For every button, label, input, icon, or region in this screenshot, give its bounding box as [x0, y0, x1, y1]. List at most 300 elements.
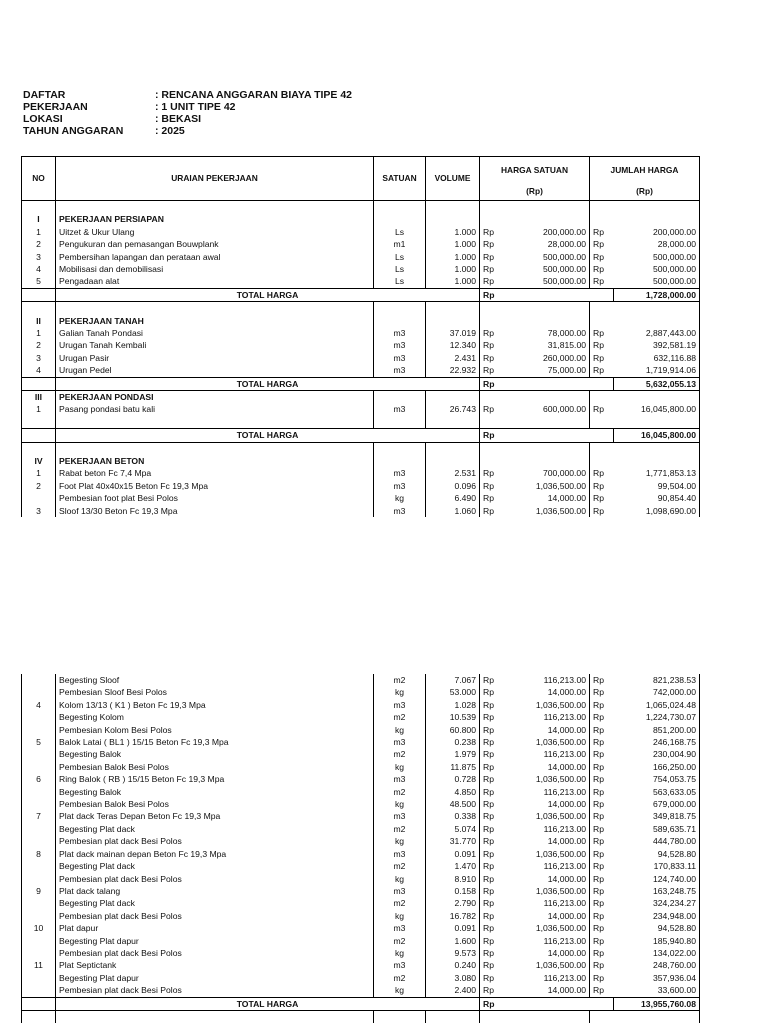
- header-key: TAHUN ANGGARAN: [23, 125, 124, 137]
- item-unit-price: 1,036,500.00: [504, 699, 590, 711]
- item-unit-price: 116,213.00: [504, 674, 590, 686]
- empty-cell: [480, 315, 504, 327]
- item-unit-price: 116,213.00: [504, 748, 590, 760]
- item-unit: kg: [374, 947, 426, 959]
- table-row: [22, 972, 700, 984]
- item-unit-price: 78,000.00: [504, 327, 590, 339]
- col-header-harga-satuan: HARGA SATUAN: [480, 157, 590, 183]
- currency-label: Rp: [480, 736, 504, 748]
- empty-cell: [614, 1010, 700, 1023]
- item-description: Pembesian plat dack Besi Polos: [56, 910, 374, 922]
- item-description: Urugan Tanah Kembali: [56, 339, 374, 351]
- currency-label: Rp: [480, 327, 504, 339]
- total-row: [22, 997, 700, 1010]
- item-description: Urugan Pedel: [56, 364, 374, 377]
- table-row: [22, 327, 700, 339]
- empty-cell: [22, 1010, 56, 1023]
- item-no: [22, 910, 56, 922]
- currency-label: Rp: [480, 947, 504, 959]
- empty-cell: [614, 213, 700, 225]
- currency-label: Rp: [590, 492, 614, 504]
- table-row: [22, 873, 700, 885]
- item-no: [22, 984, 56, 997]
- item-volume: 0.238: [426, 736, 480, 748]
- empty-cell: [480, 201, 504, 214]
- empty-cell: [504, 1010, 590, 1023]
- item-total-price: 679,000.00: [614, 798, 700, 810]
- currency-label: Rp: [590, 835, 614, 847]
- currency-label: Rp: [590, 686, 614, 698]
- empty-cell: [56, 442, 374, 455]
- item-total-price: 200,000.00: [614, 226, 700, 238]
- item-unit-price: 28,000.00: [504, 238, 590, 250]
- item-unit-price: 600,000.00: [504, 403, 590, 415]
- item-no: [22, 761, 56, 773]
- item-unit-price: 31,815.00: [504, 339, 590, 351]
- currency-label: Rp: [590, 674, 614, 686]
- empty-cell: [56, 302, 374, 315]
- item-unit-price: 1,036,500.00: [504, 773, 590, 785]
- item-volume: 53.000: [426, 686, 480, 698]
- currency-label: Rp: [480, 935, 504, 947]
- item-no: 3: [22, 352, 56, 364]
- item-total-price: 821,238.53: [614, 674, 700, 686]
- table-row: [22, 860, 700, 872]
- currency-label: Rp: [480, 505, 504, 517]
- rab-table-page-1: [21, 156, 700, 517]
- empty-cell: [374, 442, 426, 455]
- currency-label: Rp: [480, 810, 504, 822]
- currency-label: Rp: [590, 860, 614, 872]
- total-amount: 5,632,055.13: [614, 377, 700, 390]
- empty-cell: [374, 302, 426, 315]
- empty-cell: [22, 429, 56, 442]
- item-unit-price: 116,213.00: [504, 823, 590, 835]
- item-no: 8: [22, 848, 56, 860]
- item-description: Sloof 13/30 Beton Fc 19,3 Mpa: [56, 505, 374, 517]
- table-row: [22, 798, 700, 810]
- table-row: [22, 848, 700, 860]
- currency-label: Rp: [590, 786, 614, 798]
- item-no: 11: [22, 959, 56, 971]
- item-no: 3: [22, 505, 56, 517]
- currency-label: Rp: [590, 761, 614, 773]
- item-unit: kg: [374, 984, 426, 997]
- header-row: [23, 125, 352, 137]
- item-unit-price: 116,213.00: [504, 786, 590, 798]
- item-total-price: 94,528.80: [614, 922, 700, 934]
- item-no: [22, 972, 56, 984]
- item-no: [22, 786, 56, 798]
- total-amount: 1,728,000.00: [614, 288, 700, 301]
- item-total-price: 1,065,024.48: [614, 699, 700, 711]
- item-volume: 31.770: [426, 835, 480, 847]
- currency-label: Rp: [480, 885, 504, 897]
- item-description: Pengukuran dan pemasangan Bouwplank: [56, 238, 374, 250]
- item-total-price: 124,740.00: [614, 873, 700, 885]
- table-row: [22, 238, 700, 250]
- item-unit-price: 1,036,500.00: [504, 480, 590, 492]
- item-unit-price: 260,000.00: [504, 352, 590, 364]
- item-no: 4: [22, 364, 56, 377]
- item-unit: m2: [374, 935, 426, 947]
- empty-cell: [480, 302, 504, 315]
- item-total-price: 500,000.00: [614, 263, 700, 275]
- table-row: [22, 984, 700, 997]
- currency-label: Rp: [590, 480, 614, 492]
- item-description: Begesting Balok: [56, 786, 374, 798]
- currency-label: Rp: [480, 724, 504, 736]
- empty-cell: [22, 416, 56, 429]
- currency-label: Rp: [590, 984, 614, 997]
- currency-label: Rp: [590, 699, 614, 711]
- item-no: [22, 935, 56, 947]
- item-volume: 6.490: [426, 492, 480, 504]
- item-no: 5: [22, 736, 56, 748]
- item-volume: 1.000: [426, 226, 480, 238]
- empty-cell: [590, 315, 614, 327]
- empty-cell: [590, 201, 614, 214]
- item-unit-price: 1,036,500.00: [504, 736, 590, 748]
- currency-label: Rp: [480, 786, 504, 798]
- item-unit-price: 14,000.00: [504, 984, 590, 997]
- item-unit-price: 14,000.00: [504, 910, 590, 922]
- empty-cell: [426, 455, 480, 467]
- item-unit-price: 116,213.00: [504, 897, 590, 909]
- currency-label: Rp: [480, 959, 504, 971]
- section-row: [22, 455, 700, 467]
- item-description: Balok Latai ( BL1 ) 15/15 Beton Fc 19,3 Mpa: [56, 736, 374, 748]
- item-unit-price: 14,000.00: [504, 492, 590, 504]
- empty-cell: [614, 391, 700, 404]
- empty-cell: [504, 455, 590, 467]
- empty-cell: [374, 455, 426, 467]
- item-total-price: 185,940.80: [614, 935, 700, 947]
- item-total-price: 1,771,853.13: [614, 467, 700, 479]
- item-unit: kg: [374, 492, 426, 504]
- item-volume: 1.000: [426, 238, 480, 250]
- empty-cell: [22, 997, 56, 1010]
- item-unit: m2: [374, 897, 426, 909]
- item-unit-price: 14,000.00: [504, 835, 590, 847]
- section-no: III: [22, 391, 56, 404]
- item-total-price: 28,000.00: [614, 238, 700, 250]
- empty-cell: [22, 377, 56, 390]
- item-description: Begesting Plat dack: [56, 860, 374, 872]
- currency-label: Rp: [590, 823, 614, 835]
- table-row: [22, 736, 700, 748]
- item-unit: kg: [374, 835, 426, 847]
- item-unit-price: 1,036,500.00: [504, 505, 590, 517]
- item-volume: 2.531: [426, 467, 480, 479]
- item-unit: m3: [374, 505, 426, 517]
- empty-cell: [426, 302, 480, 315]
- currency-label: Rp: [590, 736, 614, 748]
- section-no: II: [22, 315, 56, 327]
- section-title: PEKERJAAN PONDASI: [56, 391, 374, 404]
- spacer-row: [22, 442, 700, 455]
- item-total-price: 500,000.00: [614, 275, 700, 288]
- item-unit-price: 1,036,500.00: [504, 959, 590, 971]
- item-total-price: 1,224,730.07: [614, 711, 700, 723]
- item-unit-price: 1,036,500.00: [504, 922, 590, 934]
- item-no: [22, 835, 56, 847]
- currency-label: Rp: [480, 467, 504, 479]
- item-total-price: 500,000.00: [614, 251, 700, 263]
- item-no: [22, 748, 56, 760]
- item-description: Urugan Pasir: [56, 352, 374, 364]
- item-unit-price: 116,213.00: [504, 711, 590, 723]
- item-description: Pembesian Balok Besi Polos: [56, 761, 374, 773]
- item-total-price: 444,780.00: [614, 835, 700, 847]
- item-unit: m3: [374, 403, 426, 415]
- item-volume: 2.400: [426, 984, 480, 997]
- table-row: [22, 810, 700, 822]
- table-row: [22, 674, 700, 686]
- item-unit: m3: [374, 364, 426, 377]
- item-unit: m3: [374, 959, 426, 971]
- item-volume: 1.028: [426, 699, 480, 711]
- item-unit: m2: [374, 711, 426, 723]
- item-unit-price: 116,213.00: [504, 935, 590, 947]
- item-volume: 0.728: [426, 773, 480, 785]
- item-unit-price: 500,000.00: [504, 263, 590, 275]
- item-total-price: 234,948.00: [614, 910, 700, 922]
- item-description: Foot Plat 40x40x15 Beton Fc 19,3 Mpa: [56, 480, 374, 492]
- table-row: [22, 711, 700, 723]
- item-volume: 5.074: [426, 823, 480, 835]
- item-description: Begesting Sloof: [56, 674, 374, 686]
- currency-label: Rp: [590, 467, 614, 479]
- table-row: [22, 505, 700, 517]
- currency-label: Rp: [590, 327, 614, 339]
- empty-cell: [426, 391, 480, 404]
- currency-label: Rp: [480, 922, 504, 934]
- table-row: [22, 251, 700, 263]
- currency-label: Rp: [590, 922, 614, 934]
- currency-label: Rp: [590, 251, 614, 263]
- item-total-price: 742,000.00: [614, 686, 700, 698]
- currency-label: Rp: [480, 748, 504, 760]
- item-total-price: 1,719,914.06: [614, 364, 700, 377]
- item-no: [22, 711, 56, 723]
- table-row: [22, 773, 700, 785]
- header-row: [23, 113, 352, 125]
- item-no: 2: [22, 480, 56, 492]
- item-no: [22, 860, 56, 872]
- item-no: [22, 674, 56, 686]
- item-no: 1: [22, 226, 56, 238]
- item-volume: 1.979: [426, 748, 480, 760]
- table-row: [22, 761, 700, 773]
- item-description: Begesting Plat dapur: [56, 972, 374, 984]
- currency-label: Rp: [480, 288, 614, 301]
- item-unit: m3: [374, 339, 426, 351]
- item-volume: 16.782: [426, 910, 480, 922]
- item-description: Begesting Balok: [56, 748, 374, 760]
- empty-cell: [374, 213, 426, 225]
- item-no: 7: [22, 810, 56, 822]
- item-no: 1: [22, 467, 56, 479]
- item-volume: 1.470: [426, 860, 480, 872]
- currency-label: Rp: [590, 947, 614, 959]
- empty-cell: [590, 442, 614, 455]
- empty-cell: [22, 201, 56, 214]
- empty-cell: [426, 201, 480, 214]
- item-no: 3: [22, 251, 56, 263]
- item-total-price: 1,098,690.00: [614, 505, 700, 517]
- item-unit: m2: [374, 786, 426, 798]
- table-row: [22, 786, 700, 798]
- table-row: [22, 699, 700, 711]
- empty-cell: [480, 1010, 504, 1023]
- total-amount: 13,955,760.08: [614, 997, 700, 1010]
- item-unit-price: 14,000.00: [504, 686, 590, 698]
- item-unit: kg: [374, 761, 426, 773]
- item-volume: 10.539: [426, 711, 480, 723]
- item-unit-price: 116,213.00: [504, 860, 590, 872]
- section-row: [22, 391, 700, 404]
- item-description: Pembersihan lapangan dan perataan awal: [56, 251, 374, 263]
- item-total-price: 632,116.88: [614, 352, 700, 364]
- currency-label: Rp: [480, 773, 504, 785]
- item-unit: kg: [374, 910, 426, 922]
- col-header-jumlah-harga: JUMLAH HARGA: [590, 157, 700, 183]
- empty-cell: [504, 416, 590, 429]
- item-description: Pembesian Sloof Besi Polos: [56, 686, 374, 698]
- empty-cell: [614, 442, 700, 455]
- item-unit-price: 500,000.00: [504, 275, 590, 288]
- empty-cell: [590, 213, 614, 225]
- item-no: 9: [22, 885, 56, 897]
- empty-cell: [374, 391, 426, 404]
- empty-cell: [426, 442, 480, 455]
- currency-label: Rp: [480, 848, 504, 860]
- item-unit: kg: [374, 798, 426, 810]
- item-total-price: 589,635.71: [614, 823, 700, 835]
- table-row: [22, 922, 700, 934]
- item-total-price: 357,936.04: [614, 972, 700, 984]
- item-volume: 22.932: [426, 364, 480, 377]
- item-total-price: 349,818.75: [614, 810, 700, 822]
- empty-cell: [426, 1010, 480, 1023]
- table-row: [22, 823, 700, 835]
- item-volume: 0.158: [426, 885, 480, 897]
- currency-label: Rp: [590, 275, 614, 288]
- item-description: Plat dapur: [56, 922, 374, 934]
- table-row: [22, 835, 700, 847]
- item-unit: m3: [374, 848, 426, 860]
- col-header-satuan: SATUAN: [374, 157, 426, 201]
- item-description: Pengadaan alat: [56, 275, 374, 288]
- empty-cell: [590, 391, 614, 404]
- total-row: [22, 429, 700, 442]
- currency-label: Rp: [480, 251, 504, 263]
- item-description: Pembesian plat dack Besi Polos: [56, 873, 374, 885]
- item-total-price: 563,633.05: [614, 786, 700, 798]
- empty-cell: [614, 302, 700, 315]
- currency-label: Rp: [480, 364, 504, 377]
- item-unit: kg: [374, 686, 426, 698]
- empty-cell: [426, 416, 480, 429]
- item-unit: m3: [374, 352, 426, 364]
- spacer-row: [22, 416, 700, 429]
- item-description: Begesting Plat dack: [56, 823, 374, 835]
- item-volume: 1.000: [426, 275, 480, 288]
- item-unit: m3: [374, 480, 426, 492]
- col-header-volume: VOLUME: [426, 157, 480, 201]
- empty-cell: [504, 213, 590, 225]
- item-unit: m2: [374, 674, 426, 686]
- currency-label: Rp: [480, 275, 504, 288]
- item-description: Plat dack mainan depan Beton Fc 19,3 Mpa: [56, 848, 374, 860]
- empty-cell: [426, 315, 480, 327]
- total-row: [22, 377, 700, 390]
- currency-label: Rp: [480, 984, 504, 997]
- item-description: Rabat beton Fc 7,4 Mpa: [56, 467, 374, 479]
- table-row: [22, 885, 700, 897]
- item-volume: 12.340: [426, 339, 480, 351]
- item-total-price: 851,200.00: [614, 724, 700, 736]
- spacer-row: [22, 201, 700, 214]
- item-unit: kg: [374, 873, 426, 885]
- item-unit: m2: [374, 972, 426, 984]
- table-row: [22, 910, 700, 922]
- item-no: [22, 492, 56, 504]
- item-no: 2: [22, 339, 56, 351]
- item-unit: m3: [374, 773, 426, 785]
- total-label: TOTAL HARGA: [56, 997, 480, 1010]
- total-label: TOTAL HARGA: [56, 377, 480, 390]
- item-description: Pembesian foot plat Besi Polos: [56, 492, 374, 504]
- total-row: [22, 288, 700, 301]
- currency-label: Rp: [480, 480, 504, 492]
- item-volume: 8.910: [426, 873, 480, 885]
- currency-label: Rp: [480, 798, 504, 810]
- item-unit-price: 1,036,500.00: [504, 885, 590, 897]
- header-key: LOKASI: [23, 113, 63, 125]
- currency-label: Rp: [480, 910, 504, 922]
- item-volume: 48.500: [426, 798, 480, 810]
- item-unit-price: 75,000.00: [504, 364, 590, 377]
- item-volume: 1.600: [426, 935, 480, 947]
- item-total-price: 99,504.00: [614, 480, 700, 492]
- empty-cell: [22, 302, 56, 315]
- currency-label: Rp: [590, 810, 614, 822]
- item-no: [22, 873, 56, 885]
- empty-cell: [614, 201, 700, 214]
- item-total-price: 324,234.27: [614, 897, 700, 909]
- empty-cell: [22, 288, 56, 301]
- empty-cell: [504, 201, 590, 214]
- item-unit: m3: [374, 327, 426, 339]
- currency-label: Rp: [480, 686, 504, 698]
- empty-cell: [56, 416, 374, 429]
- item-no: 10: [22, 922, 56, 934]
- empty-cell: [590, 416, 614, 429]
- item-no: 2: [22, 238, 56, 250]
- item-volume: 7.067: [426, 674, 480, 686]
- empty-cell: [480, 442, 504, 455]
- empty-cell: [614, 416, 700, 429]
- item-unit: m3: [374, 467, 426, 479]
- header-row: [23, 89, 352, 101]
- empty-cell: [590, 1010, 614, 1023]
- header-value: : BEKASI: [155, 113, 202, 125]
- currency-label: Rp: [480, 835, 504, 847]
- item-total-price: 16,045,800.00: [614, 403, 700, 415]
- col-header-jumlah-rp: (Rp): [590, 183, 700, 201]
